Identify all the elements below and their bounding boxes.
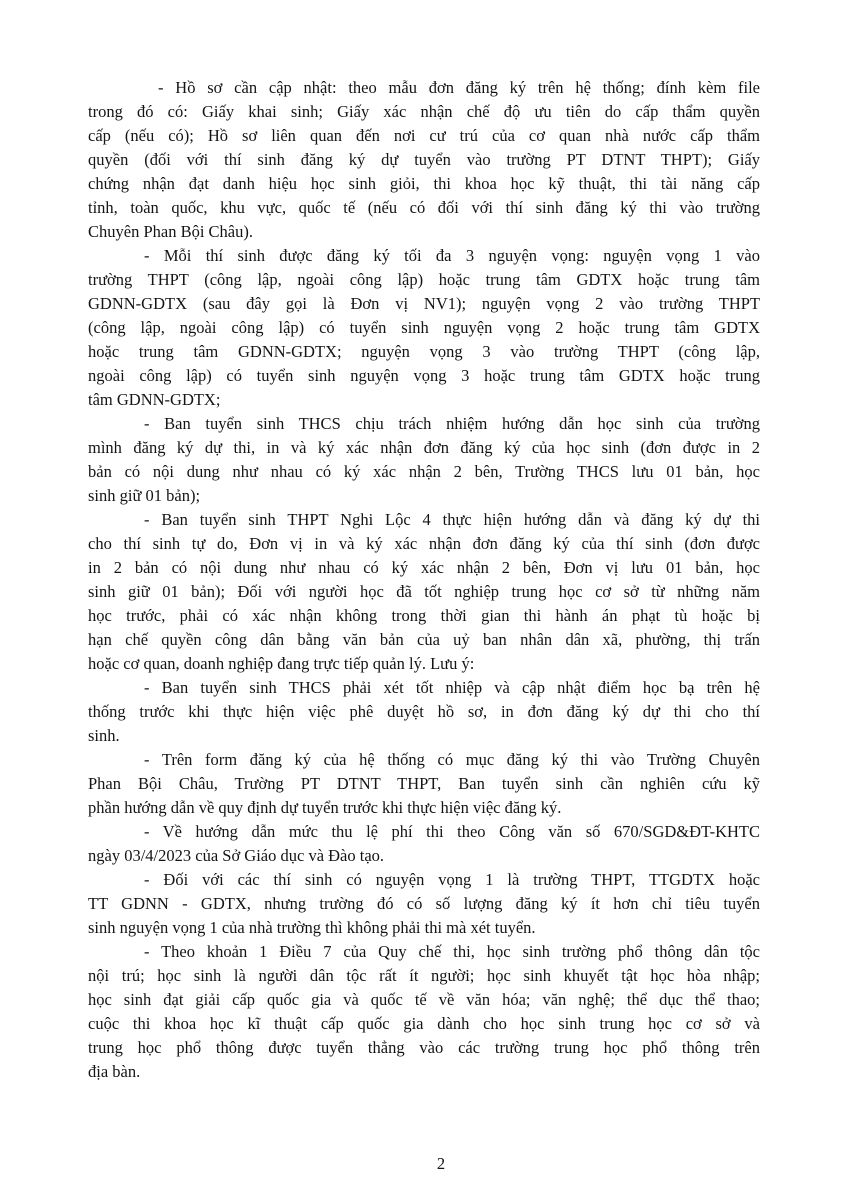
text-line: cấp (nếu có); Hồ sơ liên quan đến nơi cư trú của cơ quan nhà nước cấp thẩm <box>88 126 760 145</box>
text-line: tỉnh, toàn quốc, khu vực, quốc tế (nếu có đối với thí sinh đăng ký thi vào trường <box>88 198 760 217</box>
paragraph <box>88 244 760 412</box>
text-line: hạn chế quyền công dân bằng văn bản của uỷ ban nhân dân xã, phường, thị trấn <box>88 630 760 649</box>
text-line: bản có nội dung như nhau có ký xác nhận 2 bên, Trường THCS lưu 01 bản, học <box>88 462 760 481</box>
text-line: trường THPT (công lập, ngoài công lập) hoặc trung tâm GDTX hoặc trung tâm <box>88 270 760 289</box>
text-line: sinh nguyện vọng 1 của nhà trường thì không phải thi mà xét tuyển. <box>88 918 536 937</box>
paragraph <box>88 820 760 868</box>
text-line: sinh giữ 01 bản); <box>88 486 201 505</box>
text-line: chứng nhận đạt danh hiệu học sinh giỏi, thi khoa học kỹ thuật, thi tài năng cấp <box>88 174 760 193</box>
text-line: quyền (đối với thí sinh đăng ký dự tuyển vào trường PT DTNT THPT); Giấy <box>88 150 760 169</box>
text-line: cuộc thi khoa học kĩ thuật cấp quốc gia dành cho học sinh trung học cơ sở và <box>88 1014 760 1033</box>
text-line: - Ban tuyển sinh THCS phải xét tốt nhiệp và cập nhật điểm học bạ trên hệ <box>144 678 760 697</box>
text-line: (công lập, ngoài công lập) có tuyển sinh nguyện vọng 2 hoặc trung tâm GDTX <box>88 318 760 337</box>
text-line: sinh giữ 01 bản); Đối với người học đã tốt nghiệp trung học cơ sở từ những năm <box>88 582 760 601</box>
text-line: - Ban tuyển sinh THCS chịu trách nhiệm hướng dẫn học sinh của trường <box>144 414 760 433</box>
text-line: - Mỗi thí sinh được đăng ký tối đa 3 nguyện vọng: nguyện vọng 1 vào <box>144 246 760 265</box>
paragraph <box>88 868 760 940</box>
text-line: nội trú; học sinh là người dân tộc rất ít người; học sinh khuyết tật học hòa nhập; <box>88 966 760 985</box>
document-body <box>88 76 760 1084</box>
paragraph <box>88 748 760 820</box>
paragraph <box>88 508 760 676</box>
paragraph <box>88 412 760 508</box>
text-line: ngoài công lập) có tuyển sinh nguyện vọng 3 hoặc trung tâm GDTX hoặc trung <box>88 366 760 385</box>
paragraph <box>88 940 760 1084</box>
page-number: 2 <box>436 1154 446 1173</box>
text-line: mình đăng ký dự thi, in và ký xác nhận đơn đăng ký của học sinh (đơn được in 2 <box>88 438 760 457</box>
text-line: - Theo khoản 1 Điều 7 của Quy chế thi, học sinh trường phổ thông dân tộc <box>144 942 760 961</box>
text-line: hoặc trung tâm GDNN-GDTX; nguyện vọng 3 vào trường THPT (công lập, <box>88 342 760 361</box>
text-line: - Hồ sơ cần cập nhật: theo mẫu đơn đăng ký trên hệ thống; đính kèm file <box>158 78 760 97</box>
text-line: hoặc cơ quan, doanh nghiệp đang trực tiếp quản lý. Lưu ý: <box>88 654 475 673</box>
text-line: Phan Bội Châu, Trường PT DTNT THPT, Ban tuyển sinh cần nghiên cứu kỹ <box>88 774 760 793</box>
text-line: địa bàn. <box>88 1062 141 1081</box>
text-line: TT GDNN - GDTX, nhưng trường đó có số lượng đăng ký ít hơn chỉ tiêu tuyển <box>88 894 760 913</box>
text-line: ngày 03/4/2023 của Sở Giáo dục và Đào tạo. <box>88 846 385 865</box>
text-line: thống trước khi thực hiện việc phê duyệt hồ sơ, in đơn đăng ký dự thi cho thí <box>88 702 760 721</box>
text-line: học sinh đạt giải cấp quốc gia và quốc tế về văn hóa; văn nghệ; thể dục thể thao; <box>88 990 760 1009</box>
text-line: - Ban tuyển sinh THPT Nghi Lộc 4 thực hiện hướng dẫn và đăng ký dự thi <box>144 510 760 529</box>
text-line: - Về hướng dẫn mức thu lệ phí thi theo Công văn số 670/SGD&ĐT-KHTC <box>144 822 760 841</box>
text-line: cho thí sinh tự do, Đơn vị in và ký xác nhận đơn đăng ký của thí sinh (đơn được <box>88 534 760 553</box>
paragraph <box>88 76 760 244</box>
text-line: phần hướng dẫn về quy định dự tuyển trước khi thực hiện việc đăng ký. <box>88 798 562 817</box>
paragraph <box>88 676 760 748</box>
text-line: Chuyên Phan Bội Châu). <box>88 222 253 241</box>
page-footer <box>105 1152 777 1176</box>
text-line: trung học phổ thông được tuyển thẳng vào các trường trung học phổ thông trên <box>88 1038 760 1057</box>
text-line: in 2 bản có nội dung như nhau có ký xác nhận 2 bên, Đơn vị lưu 01 bản, học <box>88 558 760 577</box>
text-line: - Đối với các thí sinh có nguyện vọng 1 là trường THPT, TTGDTX hoặc <box>144 870 760 889</box>
text-line: trong đó có: Giấy khai sinh; Giấy xác nhận chế độ ưu tiên do cấp thẩm quyền <box>88 102 760 121</box>
text-line: học trước, phải có xác nhận không trong thời gian thi hành án phạt tù hoặc bị <box>88 606 760 625</box>
text-line: tâm GDNN-GDTX; <box>88 390 221 409</box>
text-line: GDNN-GDTX (sau đây gọi là Đơn vị NV1); nguyện vọng 2 vào trường THPT <box>88 294 760 313</box>
text-line: - Trên form đăng ký của hệ thống có mục đăng ký thi vào Trường Chuyên <box>144 750 760 769</box>
text-line: sinh. <box>88 726 120 745</box>
